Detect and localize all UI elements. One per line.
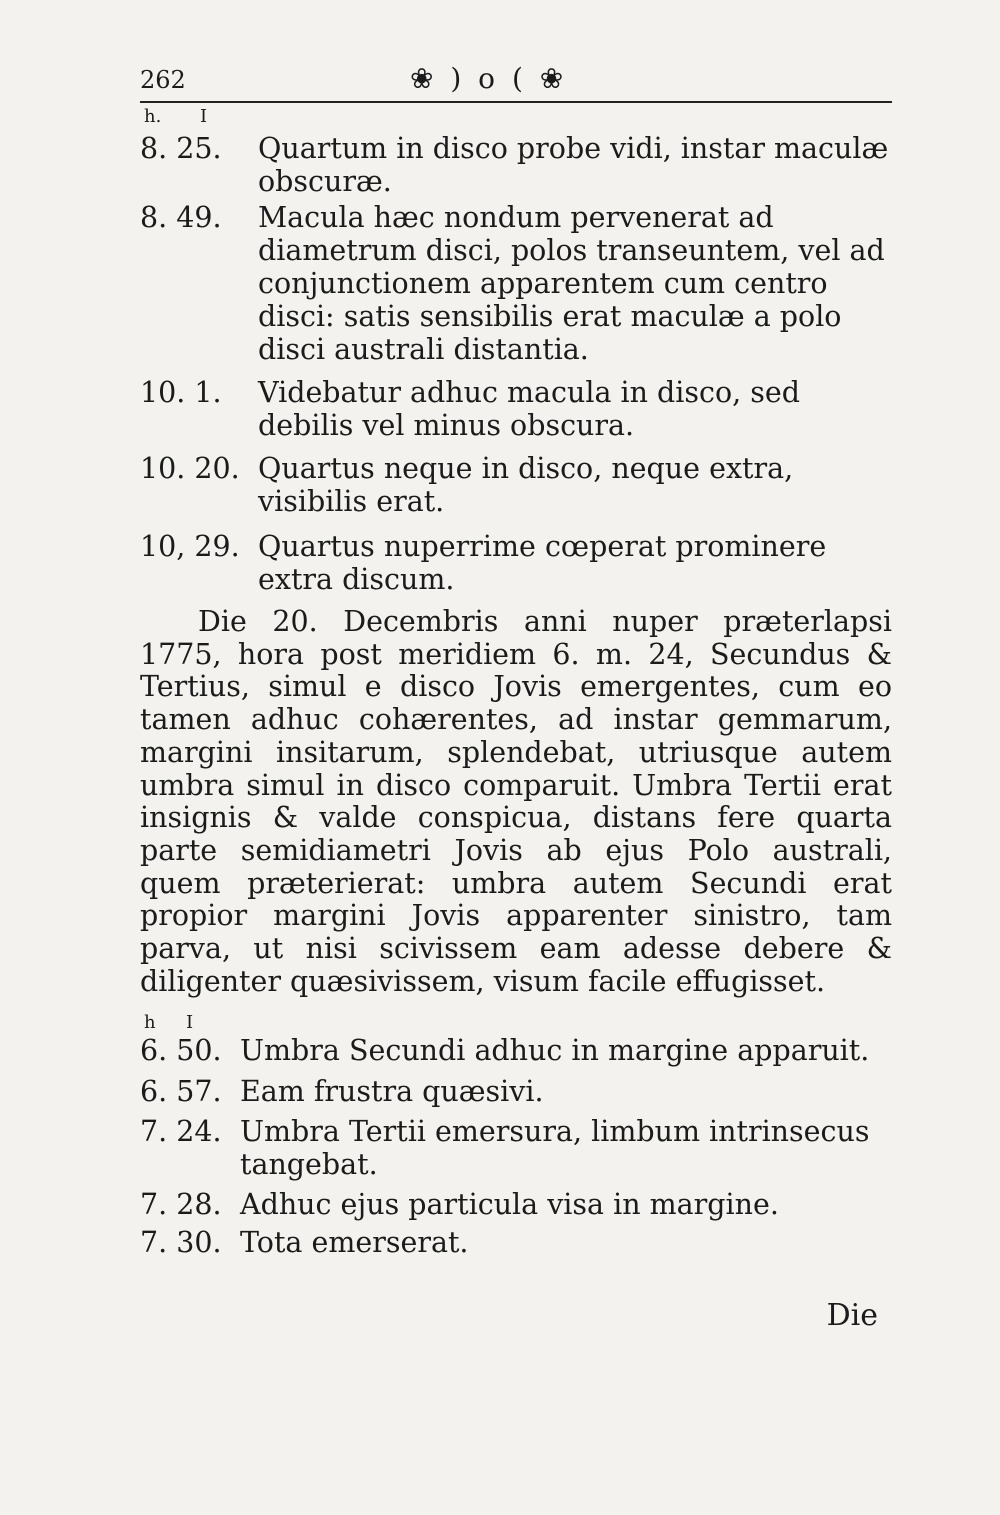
observation-entry bbox=[140, 1115, 900, 1181]
entry-time: 10, 29. bbox=[140, 530, 240, 563]
entry-text: Tota emerserat. bbox=[240, 1226, 469, 1259]
observation-entry bbox=[140, 1188, 900, 1221]
observation-entry bbox=[140, 376, 900, 442]
entry-text: Adhuc ejus particula visa in margine. bbox=[240, 1188, 779, 1221]
entry-text: Macula hæc nondum pervenerat ad diametrum disci, polos transeuntem, vel ad conjunctionem apparentem cum centro disci: satis sensibilis erat maculæ a polo disci australi distantia. bbox=[258, 201, 885, 366]
entry-time: 7. 28. bbox=[140, 1188, 222, 1221]
observation-entry bbox=[140, 530, 900, 596]
entry-time: 7. 24. bbox=[140, 1115, 222, 1148]
column-header-minutes: I bbox=[186, 1012, 194, 1033]
page-number: 262 bbox=[140, 66, 186, 94]
entry-time: 7. 30. bbox=[140, 1226, 222, 1259]
header-ornament: ❀ ) o ( ❀ bbox=[410, 62, 568, 95]
column-header-hours: h bbox=[144, 1012, 156, 1033]
entry-text: Videbatur adhuc macula in disco, sed debilis vel minus obscura. bbox=[258, 376, 800, 442]
entry-time: 10. 1. bbox=[140, 376, 222, 409]
entry-time: 10. 20. bbox=[140, 452, 240, 485]
entry-text: Quartum in disco probe vidi, instar maculæ obscuræ. bbox=[258, 132, 889, 198]
observation-entry bbox=[140, 452, 900, 518]
entry-text: Quartus nuperrime cœperat prominere extra discum. bbox=[258, 530, 827, 596]
entry-text: Umbra Secundi adhuc in margine apparuit. bbox=[240, 1034, 870, 1067]
observation-entry bbox=[140, 1226, 900, 1259]
entry-text: Eam frustra quæsivi. bbox=[240, 1075, 544, 1108]
entry-time: 6. 57. bbox=[140, 1075, 222, 1108]
observation-entry bbox=[140, 1034, 900, 1067]
entry-text: Umbra Tertii emersura, limbum intrinsecus tangebat. bbox=[240, 1115, 870, 1181]
entry-time: 8. 49. bbox=[140, 201, 222, 234]
entry-text: Quartus neque in disco, neque extra, visibilis erat. bbox=[258, 452, 794, 518]
observation-entry bbox=[140, 132, 900, 198]
observation-entry bbox=[140, 1075, 900, 1108]
running-header bbox=[140, 62, 892, 102]
entry-time: 6. 50. bbox=[140, 1034, 222, 1067]
body-paragraph: Die 20. Decembris anni nuper præterlapsi 1775, hora post meridiem 6. m. 24, Secundus & Tertius, simul e disco Jovis emergentes, cum eo tamen adhuc cohærentes, ad instar gemmarum, margini insitarum, splendebat, utriusque autem umbra simul in disco comparuit. Umbra Tertii erat insignis & valde conspicua, distans fere quarta parte semidiametri Jovis ab ejus Polo australi, quem præterierat: umbra autem Secundi erat propior margini Jovis apparenter sinistro, tam parva, ut nisi scivissem eam adesse debere & diligenter quæsivissem, visum facile effugisset. bbox=[140, 605, 892, 998]
entry-time: 8. 25. bbox=[140, 132, 222, 165]
column-header-hours: h. bbox=[144, 106, 162, 127]
observation-entry bbox=[140, 201, 900, 366]
header-rule bbox=[140, 101, 892, 103]
catchword: Die bbox=[826, 1298, 878, 1333]
column-header-minutes: I bbox=[200, 106, 208, 127]
